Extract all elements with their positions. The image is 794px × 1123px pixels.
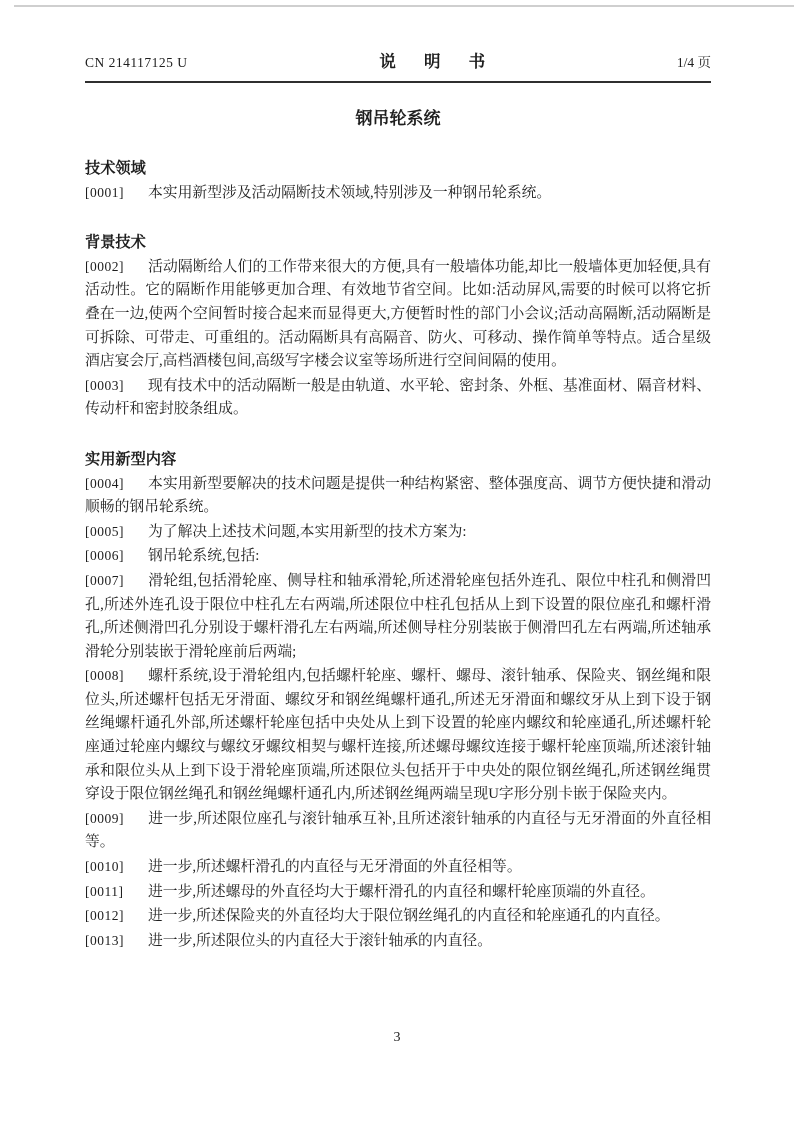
paragraph [85, 544, 711, 569]
paragraph-number: [0010] [85, 859, 124, 875]
paragraph-number: [0006] [85, 548, 124, 564]
paragraph-number: [0007] [85, 572, 124, 588]
paragraph-text: 螺杆系统,设于滑轮组内,包括螺杆轮座、螺杆、螺母、滚针轴承、保险夹、钢丝绳和限位头,所述螺杆包括无牙滑面、螺纹牙和钢丝绳螺杆通孔,所述无牙滑面和螺纹牙从上到下设于钢丝绳螺杆通孔外部,所述螺杆轮座包括中央处从上到下设置的轮座内螺纹和轮座通孔,所述螺杆轮座通过轮座内螺纹与螺纹牙螺纹相契与螺杆连接,所述螺母螺纹连接于螺杆轮座顶端,所述滚针轴承和限位头从上到下设于滑轮座顶端,所述限位头包括开于中央处的限位钢丝绳孔,所述钢丝绳贯穿设于限位钢丝绳孔和钢丝绳螺杆通孔内,所述钢丝绳两端呈现U字形分别卡嵌于保险夹内。 [85, 668, 711, 803]
section-utility-model-content [85, 448, 711, 953]
paragraph-number: [0011] [85, 883, 124, 899]
paragraph [85, 181, 711, 206]
section-heading: 技术领域 [85, 160, 146, 177]
paragraph-text: 钢吊轮系统,包括: [148, 548, 260, 565]
paragraph-text: 滑轮组,包括滑轮座、侧导柱和轴承滑轮,所述滑轮座包括外连孔、限位中柱孔和侧滑凹孔,所述外连孔设于限位中柱孔左右两端,所述限位中柱孔包括从上到下设置的限位座孔和螺杆滑孔,所述侧滑凹孔分别设于螺杆滑孔左右两端,所述侧导柱分别装嵌于侧滑凹孔左右两端,所述轴承滑轮分别装嵌于滑轮座前后两端; [85, 572, 711, 660]
document-number: CN 214117125 U [85, 55, 188, 70]
paragraph [85, 255, 711, 374]
paragraph-text: 进一步,所述限位座孔与滚针轴承互补,且所述滚针轴承的内直径与无牙滑面的外直径相等。 [85, 810, 711, 851]
paragraph [85, 880, 711, 905]
paragraph [85, 569, 711, 664]
paragraph-number: [0008] [85, 668, 124, 684]
page-indicator: 1/4 页 [676, 55, 711, 70]
paragraph-text: 为了解决上述技术问题,本实用新型的技术方案为: [148, 523, 467, 540]
section-background [85, 231, 711, 422]
paragraph-number: [0001] [85, 184, 124, 200]
paragraph [85, 904, 711, 929]
paragraph-text: 本实用新型要解决的技术问题是提供一种结构紧密、整体强度高、调节方便快捷和滑动顺畅的钢吊轮系统。 [85, 475, 711, 516]
paragraph-text: 活动隔断给人们的工作带来很大的方便,具有一般墙体功能,却比一般墙体更加轻便,具有活动性。它的隔断作用能够更加合理、有效地节省空间。比如:活动屏风,需要的时候可以将它折叠在一边,使两个空间暂时接合起来而显得更大,方便暂时性的部门小会议;活动高隔断,活动隔断是可拆除、可带走、可重组的。活动隔断具有高隔音、防火、可移动、操作简单等特点。适合星级酒店宴会厅,高档酒楼包间,高级写字楼会议室等场所进行空间间隔的使用。 [85, 258, 711, 370]
paragraph-text: 进一步,所述螺杆滑孔的内直径与无牙滑面的外直径相等。 [148, 859, 522, 876]
paragraph [85, 855, 711, 880]
paragraph [85, 520, 711, 545]
section-technical-field [85, 157, 711, 205]
paragraph-number: [0012] [85, 908, 124, 924]
paragraph [85, 664, 711, 807]
page-number: 3 [393, 1030, 401, 1045]
page-content [85, 0, 711, 953]
paragraph [85, 472, 711, 520]
paragraph-text: 本实用新型涉及活动隔断技术领域,特别涉及一种钢吊轮系统。 [148, 184, 552, 201]
page-header [85, 0, 711, 83]
paragraph-number: [0013] [85, 932, 124, 948]
paragraph-text: 进一步,所述螺母的外直径均大于螺杆滑孔的内直径和螺杆轮座顶端的外直径。 [148, 883, 655, 900]
paragraph-number: [0009] [85, 810, 124, 826]
paragraph-text: 现有技术中的活动隔断一般是由轨道、水平轮、密封条、外框、基准面材、隔音材料、传动杆和密封胶条组成。 [85, 377, 711, 418]
section-heading: 背景技术 [85, 234, 146, 252]
paragraph-text: 进一步,所述限位头的内直径大于滚针轴承的内直径。 [148, 932, 493, 949]
document-type-title: 说 明 书 [379, 52, 498, 71]
paragraph-number: [0003] [85, 377, 124, 393]
paragraph-number: [0002] [85, 258, 124, 274]
invention-title: 钢吊轮系统 [355, 109, 441, 128]
paragraph-number: [0004] [85, 475, 124, 491]
paragraph [85, 374, 711, 422]
paragraph-number: [0005] [85, 523, 124, 539]
paragraph [85, 807, 711, 855]
paragraph-text: 进一步,所述保险夹的外直径均大于限位钢丝绳孔的内直径和轮座通孔的内直径。 [148, 908, 670, 925]
section-heading: 实用新型内容 [85, 450, 177, 468]
paragraph [85, 929, 711, 954]
